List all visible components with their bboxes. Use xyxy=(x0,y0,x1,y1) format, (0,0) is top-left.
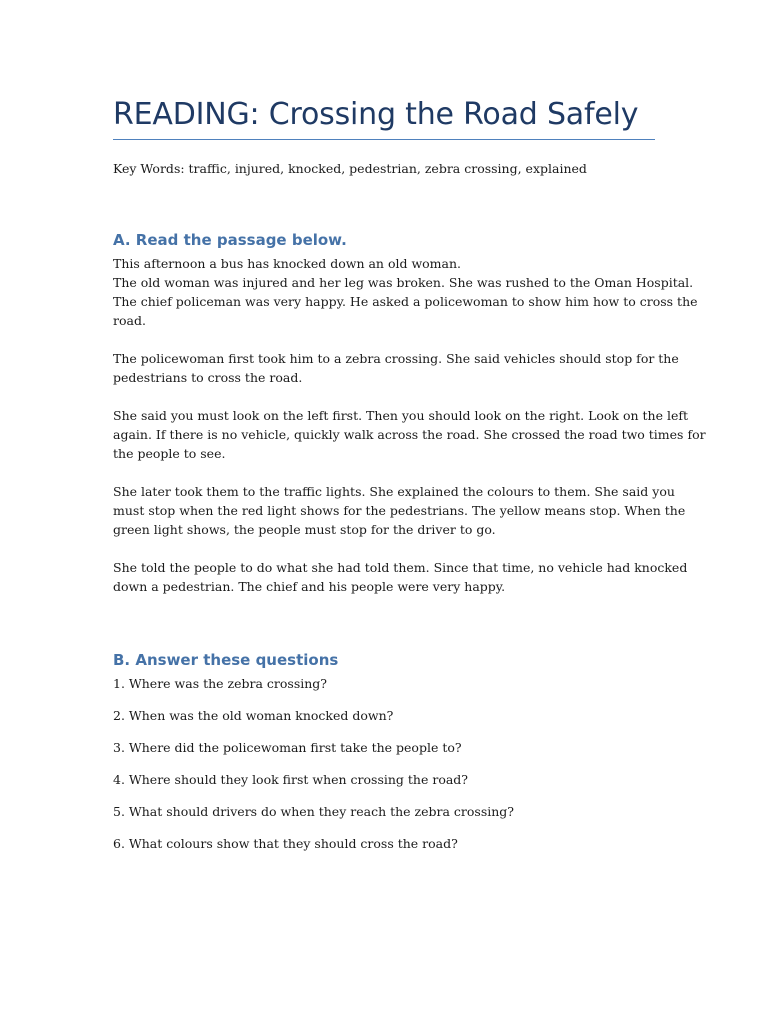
passage-paragraph xyxy=(113,558,688,596)
passage-line: She said you must look on the left first. Then you should look on the right. Look on the left xyxy=(113,408,689,423)
passage-line: The chief policeman was very happy. He asked a policewoman to show him how to cross the xyxy=(113,294,698,309)
reading-passage xyxy=(113,254,706,615)
section-b-heading: B. Answer these questions xyxy=(113,651,339,669)
passage-line: This afternoon a bus has knocked down an old woman. xyxy=(113,256,462,271)
title-underline xyxy=(113,139,655,140)
question-list xyxy=(113,674,655,866)
passage-line: must stop when the red light shows for the pedestrians. The yellow means stop. When the xyxy=(113,503,686,518)
passage-line: green light shows, the people must stop for the driver to go. xyxy=(113,522,496,537)
question-item: 5. What should drivers do when they reach the zebra crossing? xyxy=(113,804,515,819)
passage-line: the people to see. xyxy=(113,446,226,461)
passage-line: She later took them to the traffic lights. She explained the colours to them. She said you xyxy=(113,484,675,499)
question-item: 1. Where was the zebra crossing? xyxy=(113,676,327,691)
passage-line: She told the people to do what she had told them. Since that time, no vehicle had knocked xyxy=(113,560,688,575)
passage-line: The old woman was injured and her leg was broken. She was rushed to the Oman Hospital. xyxy=(113,275,694,290)
passage-line: down a pedestrian. The chief and his people were very happy. xyxy=(113,579,506,594)
passage-line: road. xyxy=(113,313,146,328)
passage-line: The policewoman first took him to a zebra crossing. She said vehicles should stop for the xyxy=(113,351,679,366)
passage-paragraph xyxy=(113,254,698,330)
question-item: 2. When was the old woman knocked down? xyxy=(113,708,394,723)
passage-paragraph xyxy=(113,482,686,539)
passage-paragraph xyxy=(113,349,679,387)
question-item: 4. Where should they look first when crossing the road? xyxy=(113,772,469,787)
key-words: Key Words: traffic, injured, knocked, pedestrian, zebra crossing, explained xyxy=(113,161,587,176)
page-title: READING: Crossing the Road Safely xyxy=(113,97,639,132)
passage-paragraph xyxy=(113,406,706,463)
passage-line: pedestrians to cross the road. xyxy=(113,370,303,385)
passage-line: again. If there is no vehicle, quickly walk across the road. She crossed the road two times for xyxy=(113,427,706,442)
question-item: 3. Where did the policewoman first take the people to? xyxy=(113,740,462,755)
question-item: 6. What colours show that they should cross the road? xyxy=(113,836,458,851)
section-a-heading: A. Read the passage below. xyxy=(113,231,347,249)
